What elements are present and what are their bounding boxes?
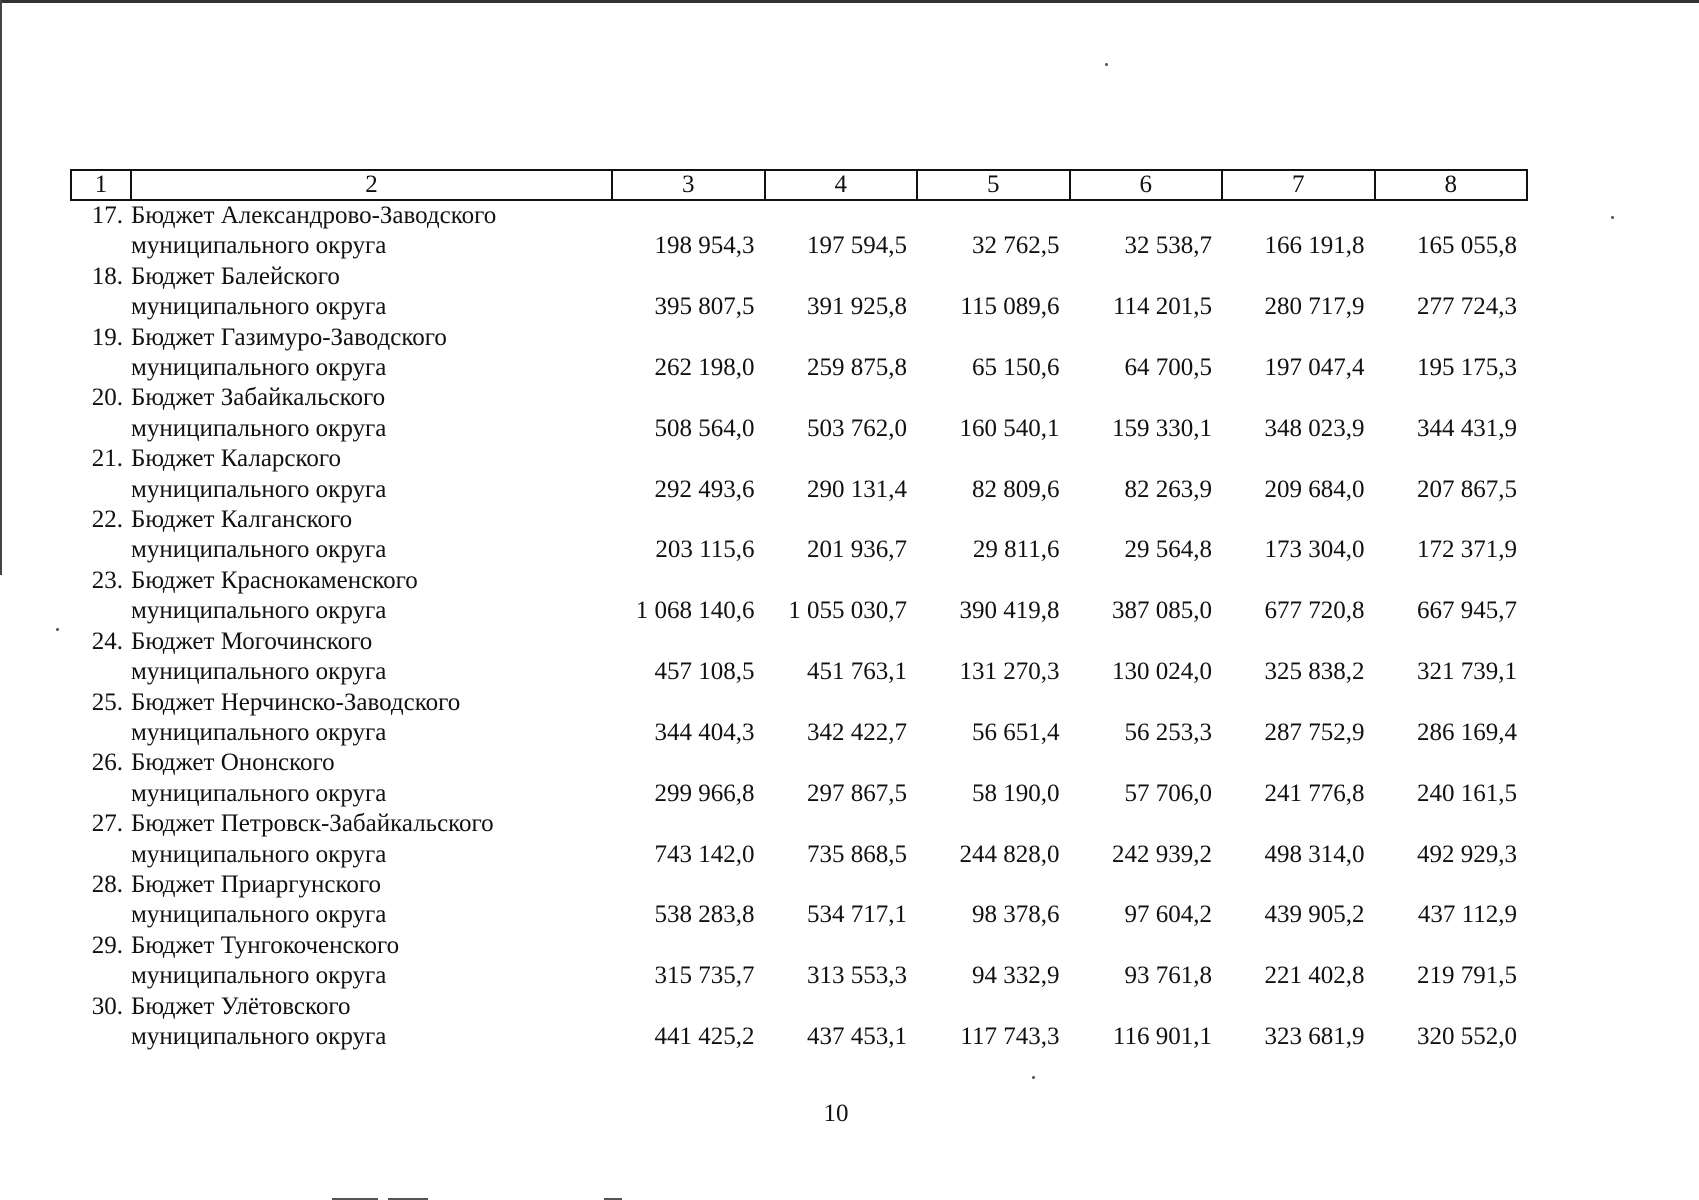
value-col-7: 325 838,2 [1264, 658, 1365, 686]
empty-cell [765, 566, 918, 596]
budget-name-continued: муниципального округа [131, 475, 387, 503]
empty-cell [1070, 505, 1223, 535]
value-col-5: 82 809,6 [972, 475, 1060, 503]
value-col-3: 262 198,0 [654, 354, 755, 382]
value-col-6: 56 253,3 [1124, 718, 1212, 746]
budget-table-container [70, 169, 1526, 1052]
value-col-7: 209 684,0 [1264, 475, 1365, 503]
value-col-6: 82 263,9 [1124, 475, 1212, 503]
value-col-5: 32 762,5 [972, 232, 1060, 260]
table-row-title [71, 748, 1527, 778]
empty-cell [1375, 992, 1528, 1022]
value-col-7: 348 023,9 [1264, 414, 1365, 442]
row-number: 21. [91, 445, 123, 473]
empty-cell [1375, 688, 1528, 718]
empty-cell [1222, 323, 1375, 353]
empty-cell [765, 505, 918, 535]
empty-cell [765, 809, 918, 839]
table-row-values [71, 353, 1527, 383]
value-col-8: 165 055,8 [1417, 232, 1517, 260]
empty-cell [1222, 809, 1375, 839]
empty-cell [1375, 931, 1528, 961]
empty-cell [1070, 200, 1223, 231]
value-col-4: 1 055 030,7 [788, 597, 907, 625]
empty-cell [1222, 931, 1375, 961]
empty-cell [71, 535, 131, 565]
value-col-8: 195 175,3 [1417, 354, 1517, 382]
value-col-5: 94 332,9 [972, 962, 1060, 990]
table-row-values [71, 961, 1527, 991]
budget-name-continued: муниципального округа [131, 779, 387, 807]
value-col-3: 315 735,7 [654, 962, 755, 990]
scan-left-edge [0, 0, 2, 575]
value-col-6: 130 024,0 [1112, 658, 1212, 686]
value-col-7: 173 304,0 [1264, 536, 1365, 564]
empty-cell [71, 779, 131, 809]
empty-cell [765, 748, 918, 778]
empty-cell [1375, 870, 1528, 900]
value-col-6: 159 330,1 [1112, 414, 1212, 442]
value-col-7: 677 720,8 [1264, 597, 1365, 625]
budget-name: Бюджет Каларского [131, 445, 342, 473]
empty-cell [765, 992, 918, 1022]
table-body [71, 200, 1527, 1052]
value-col-3: 395 807,5 [654, 293, 755, 321]
value-col-4: 197 594,5 [807, 232, 907, 260]
value-col-3: 538 283,8 [654, 901, 755, 929]
row-number: 22. [91, 506, 123, 534]
value-col-4: 290 131,4 [807, 475, 907, 503]
value-col-6: 57 706,0 [1124, 779, 1212, 807]
empty-cell [612, 262, 765, 292]
value-col-6: 32 538,7 [1124, 232, 1212, 260]
row-number: 17. [91, 202, 123, 229]
empty-cell [71, 475, 131, 505]
empty-cell [612, 505, 765, 535]
table-row-values [71, 414, 1527, 444]
empty-cell [1375, 627, 1528, 657]
value-col-5: 117 743,3 [960, 1022, 1060, 1050]
empty-cell [765, 383, 918, 413]
budget-name: Бюджет Балейского [131, 262, 340, 290]
value-col-4: 201 936,7 [807, 536, 907, 564]
budget-name-continued: муниципального округа [131, 658, 387, 686]
empty-cell [917, 870, 1070, 900]
empty-cell [1070, 870, 1223, 900]
empty-cell [71, 840, 131, 870]
budget-name: Бюджет Улётовского [131, 992, 351, 1020]
budget-name-continued: муниципального округа [131, 414, 387, 442]
value-col-6: 93 761,8 [1124, 962, 1212, 990]
table-row-title [71, 870, 1527, 900]
empty-cell [1222, 566, 1375, 596]
scan-speck [1105, 63, 1108, 66]
value-col-3: 743 142,0 [654, 840, 755, 868]
empty-cell [1375, 444, 1528, 474]
value-col-6: 97 604,2 [1124, 901, 1212, 929]
table-row-title [71, 931, 1527, 961]
value-col-8: 277 724,3 [1417, 293, 1517, 321]
table-row-title [71, 809, 1527, 839]
value-col-4: 735 868,5 [807, 840, 907, 868]
value-col-7: 197 047,4 [1264, 354, 1365, 382]
empty-cell [1375, 383, 1528, 413]
empty-cell [1222, 383, 1375, 413]
empty-cell [765, 688, 918, 718]
value-col-3: 203 115,6 [655, 536, 755, 564]
budget-name-continued: муниципального округа [131, 293, 387, 321]
value-col-6: 116 901,1 [1112, 1022, 1212, 1050]
header-cell-4: 4 [765, 170, 918, 200]
header-cell-7: 7 [1222, 170, 1375, 200]
table-row-values [71, 292, 1527, 322]
empty-cell [1375, 262, 1528, 292]
value-col-8: 321 739,1 [1417, 658, 1517, 686]
empty-cell [612, 627, 765, 657]
budget-name: Бюджет Газимуро-Заводского [131, 323, 447, 351]
empty-cell [1070, 262, 1223, 292]
empty-cell [765, 444, 918, 474]
value-col-7: 241 776,8 [1264, 779, 1365, 807]
budget-name-continued: муниципального округа [131, 354, 387, 382]
value-col-3: 299 966,8 [654, 779, 755, 807]
value-col-7: 221 402,8 [1264, 962, 1365, 990]
table-row-title [71, 444, 1527, 474]
empty-cell [917, 809, 1070, 839]
empty-cell [765, 323, 918, 353]
value-col-8: 344 431,9 [1417, 414, 1517, 442]
table-row-values [71, 657, 1527, 687]
value-col-6: 114 201,5 [1112, 293, 1212, 321]
table-row-title [71, 200, 1527, 231]
value-col-8: 240 161,5 [1417, 779, 1517, 807]
budget-name-continued: муниципального округа [131, 840, 387, 868]
column-number-header-row [71, 170, 1527, 200]
header-cell-2: 2 [131, 170, 612, 200]
scan-top-edge [0, 0, 1699, 3]
row-number: 29. [91, 931, 123, 959]
empty-cell [71, 231, 131, 261]
value-col-3: 1 068 140,6 [635, 597, 755, 625]
value-col-8: 667 945,7 [1417, 597, 1517, 625]
empty-cell [1222, 262, 1375, 292]
empty-cell [1222, 870, 1375, 900]
empty-cell [71, 718, 131, 748]
value-col-8: 286 169,4 [1417, 718, 1517, 746]
value-col-8: 207 867,5 [1417, 475, 1517, 503]
empty-cell [1375, 505, 1528, 535]
value-col-6: 29 564,8 [1124, 536, 1212, 564]
empty-cell [917, 931, 1070, 961]
value-col-7: 439 905,2 [1264, 901, 1365, 929]
value-col-4: 451 763,1 [807, 658, 907, 686]
value-col-3: 508 564,0 [654, 414, 755, 442]
table-row-values [71, 718, 1527, 748]
empty-cell [1070, 383, 1223, 413]
budget-name: Бюджет Калганского [131, 506, 353, 534]
empty-cell [765, 262, 918, 292]
row-number: 23. [91, 566, 123, 594]
empty-cell [1222, 505, 1375, 535]
budget-name-continued: муниципального округа [131, 536, 387, 564]
empty-cell [765, 200, 918, 231]
table-row-title [71, 992, 1527, 1022]
row-number: 30. [91, 992, 123, 1020]
value-col-3: 344 404,3 [654, 718, 755, 746]
empty-cell [1070, 627, 1223, 657]
header-cell-1: 1 [71, 170, 131, 200]
value-col-5: 29 811,6 [972, 536, 1060, 564]
budget-name: Бюджет Петровск-Забайкальского [131, 810, 494, 838]
value-col-7: 280 717,9 [1264, 293, 1365, 321]
empty-cell [917, 992, 1070, 1022]
empty-cell [917, 566, 1070, 596]
empty-cell [1375, 323, 1528, 353]
header-cell-8: 8 [1375, 170, 1528, 200]
table-row-title [71, 627, 1527, 657]
value-col-4: 259 875,8 [807, 354, 907, 382]
budget-name: Бюджет Александрово-Заводского [131, 202, 497, 229]
value-col-5: 98 378,6 [972, 901, 1060, 929]
empty-cell [71, 353, 131, 383]
value-col-5: 65 150,6 [972, 354, 1060, 382]
empty-cell [1070, 809, 1223, 839]
value-col-5: 115 089,6 [960, 293, 1060, 321]
table-row-title [71, 323, 1527, 353]
value-col-5: 160 540,1 [959, 414, 1060, 442]
value-col-4: 391 925,8 [807, 293, 907, 321]
empty-cell [1222, 992, 1375, 1022]
empty-cell [1375, 200, 1528, 231]
table-row-values [71, 596, 1527, 626]
empty-cell [1222, 444, 1375, 474]
empty-cell [612, 200, 765, 231]
value-col-7: 287 752,9 [1264, 718, 1365, 746]
value-col-4: 534 717,1 [807, 901, 907, 929]
empty-cell [612, 748, 765, 778]
table-row-values [71, 900, 1527, 930]
value-col-5: 131 270,3 [959, 658, 1060, 686]
page-number: 10 [823, 1100, 849, 1127]
budget-name-continued: муниципального округа [131, 901, 387, 929]
row-number: 18. [91, 262, 123, 290]
budget-name: Бюджет Приаргунского [131, 870, 381, 898]
empty-cell [917, 505, 1070, 535]
budget-table [70, 169, 1528, 1052]
value-col-6: 387 085,0 [1112, 597, 1212, 625]
empty-cell [765, 627, 918, 657]
table-row-values [71, 840, 1527, 870]
empty-cell [917, 323, 1070, 353]
empty-cell [1222, 748, 1375, 778]
header-cell-5: 5 [917, 170, 1070, 200]
value-col-7: 166 191,8 [1264, 232, 1365, 260]
row-number: 26. [91, 749, 123, 777]
budget-name: Бюджет Краснокаменского [131, 566, 418, 594]
empty-cell [1070, 566, 1223, 596]
empty-cell [612, 809, 765, 839]
value-col-8: 172 371,9 [1417, 536, 1517, 564]
table-row-title [71, 566, 1527, 596]
empty-cell [612, 931, 765, 961]
empty-cell [1222, 200, 1375, 231]
empty-cell [1375, 566, 1528, 596]
table-row-title [71, 383, 1527, 413]
value-col-3: 198 954,3 [654, 232, 755, 260]
value-col-8: 437 112,9 [1417, 901, 1517, 929]
budget-name-continued: муниципального округа [131, 1022, 387, 1050]
empty-cell [1070, 992, 1223, 1022]
value-col-4: 342 422,7 [807, 718, 907, 746]
empty-cell [71, 961, 131, 991]
value-col-5: 244 828,0 [959, 840, 1060, 868]
row-number: 20. [91, 384, 123, 412]
empty-cell [1375, 748, 1528, 778]
empty-cell [1070, 323, 1223, 353]
table-row-title [71, 688, 1527, 718]
table-row-values [71, 231, 1527, 261]
value-col-8: 320 552,0 [1417, 1022, 1517, 1050]
empty-cell [1222, 627, 1375, 657]
empty-cell [71, 414, 131, 444]
row-number: 28. [91, 870, 123, 898]
value-col-4: 503 762,0 [807, 414, 907, 442]
empty-cell [1375, 809, 1528, 839]
value-col-3: 292 493,6 [654, 475, 755, 503]
empty-cell [612, 444, 765, 474]
budget-name-continued: муниципального округа [131, 597, 387, 625]
empty-cell [612, 870, 765, 900]
value-col-7: 498 314,0 [1264, 840, 1365, 868]
header-cell-3: 3 [612, 170, 765, 200]
value-col-5: 56 651,4 [972, 718, 1060, 746]
table-row-values [71, 779, 1527, 809]
budget-name-continued: муниципального округа [131, 232, 387, 260]
empty-cell [612, 323, 765, 353]
empty-cell [917, 262, 1070, 292]
empty-cell [765, 931, 918, 961]
empty-cell [765, 870, 918, 900]
row-number: 27. [91, 810, 123, 838]
empty-cell [917, 444, 1070, 474]
empty-cell [1070, 688, 1223, 718]
value-col-3: 441 425,2 [654, 1022, 755, 1050]
scan-speck [1611, 216, 1614, 219]
value-col-6: 242 939,2 [1112, 840, 1212, 868]
empty-cell [612, 383, 765, 413]
budget-name: Бюджет Забайкальского [131, 384, 386, 412]
empty-cell [917, 688, 1070, 718]
empty-cell [612, 992, 765, 1022]
table-row-values [71, 475, 1527, 505]
budget-name: Бюджет Ононского [131, 749, 335, 777]
empty-cell [917, 748, 1070, 778]
empty-cell [917, 383, 1070, 413]
value-col-7: 323 681,9 [1264, 1022, 1365, 1050]
value-col-8: 492 929,3 [1417, 840, 1517, 868]
budget-name: Бюджет Нерчинско-Заводского [131, 688, 461, 716]
empty-cell [71, 596, 131, 626]
empty-cell [1070, 444, 1223, 474]
scan-speck [1032, 1076, 1035, 1079]
scan-speck [56, 628, 59, 631]
value-col-4: 437 453,1 [807, 1022, 907, 1050]
empty-cell [71, 657, 131, 687]
empty-cell [1222, 688, 1375, 718]
table-row-title [71, 262, 1527, 292]
budget-name: Бюджет Тунгокоченского [131, 931, 400, 959]
table-row-values [71, 1022, 1527, 1052]
value-col-4: 313 553,3 [807, 962, 907, 990]
value-col-8: 219 791,5 [1417, 962, 1517, 990]
budget-name-continued: муниципального округа [131, 962, 387, 990]
table-row-values [71, 535, 1527, 565]
value-col-6: 64 700,5 [1124, 354, 1212, 382]
empty-cell [917, 200, 1070, 231]
budget-name-continued: муниципального округа [131, 718, 387, 746]
empty-cell [71, 900, 131, 930]
value-col-5: 58 190,0 [972, 779, 1060, 807]
empty-cell [612, 688, 765, 718]
budget-name: Бюджет Могочинского [131, 627, 373, 655]
empty-cell [917, 627, 1070, 657]
value-col-4: 297 867,5 [807, 779, 907, 807]
empty-cell [1070, 931, 1223, 961]
empty-cell [71, 1022, 131, 1052]
empty-cell [612, 566, 765, 596]
row-number: 24. [91, 627, 123, 655]
header-cell-6: 6 [1070, 170, 1223, 200]
empty-cell [71, 292, 131, 322]
table-row-title [71, 505, 1527, 535]
empty-cell [1070, 748, 1223, 778]
row-number: 19. [91, 323, 123, 351]
row-number: 25. [91, 688, 123, 716]
value-col-3: 457 108,5 [654, 658, 755, 686]
value-col-5: 390 419,8 [959, 597, 1060, 625]
